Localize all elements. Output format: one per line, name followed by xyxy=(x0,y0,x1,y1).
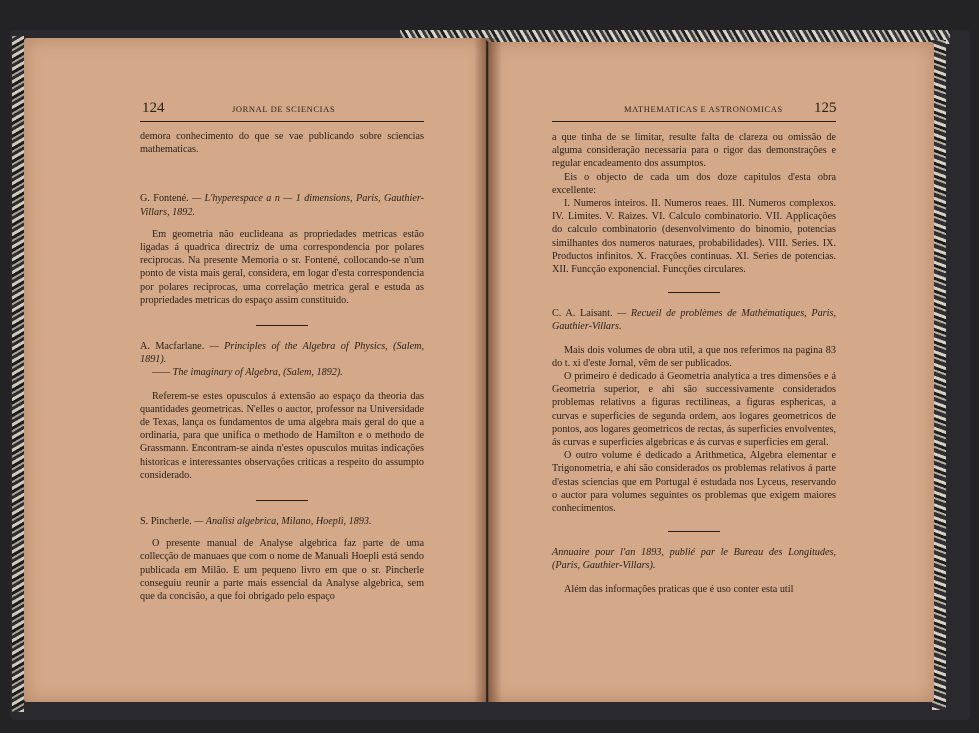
bibliographic-entry xyxy=(140,192,424,218)
section-divider xyxy=(256,500,308,501)
bibliographic-subentry: —— The imaginary of Algebra, (Salem, 1892). xyxy=(152,367,343,379)
paragraph: a que tinha de se limitar, resulte falta de clareza ou omissão de alguma consideração necessaria para o rigor das demonstrações e regular encadeamento dos assumptos. xyxy=(552,132,836,170)
entry-author: A. Macfarlane. xyxy=(140,341,205,353)
paragraph: O presente manual de Analyse algebrica faz parte de uma collecção de manuaes que com o nome de Manuali Hoepli está sendo publicada em Milão. E um pequeno livro em que o sr. Pincherle conseguiu reunir a parte mais essencial da Analyse algebrica, sem que da concisão, a que foi obrigado pelo espaço xyxy=(140,538,424,603)
right-text-column xyxy=(552,131,836,596)
bibliographic-entry xyxy=(140,340,424,366)
entry-title: — Analisi algebrica, Milano, Hoepli, 1893. xyxy=(191,516,372,528)
bibliographic-entry: Annuaire pour l'an 1893, publié par le Bureau des Longitudes, (Paris, Gauthier-Villars). xyxy=(552,547,836,572)
left-page-number: 124 xyxy=(142,100,165,116)
section-divider xyxy=(668,292,720,293)
paragraph: Mais dois volumes de obra util, a que nos referimos na pagina 83 do t. xi d'este Jornal, vêm de ser publicados. xyxy=(552,344,836,369)
left-text-column xyxy=(140,130,424,603)
entry-title: — L'hyperespace a n — 1 dimensions, Paris, Gauthier-Villars, 1892. xyxy=(140,193,424,218)
paragraph: O outro volume é dedicado a Arithmetica, Algebra elementar e Trigonometria, e ahi são considerados os problemas relativos á parte d'estas sciencias que em Portugal é estudada nos Lyceus, reservando o auctor para volumes seguintes os problemas que exigem maiores conhecimentos. xyxy=(552,450,836,515)
left-header-rule xyxy=(140,121,424,122)
section-divider xyxy=(256,325,308,326)
marbled-edge-right xyxy=(932,40,946,710)
paragraph: Referem-se estes opusculos á extensão ao espaço da theoria das quantidades geometricas. N'elles o auctor, professor na Universidade de Texas, lança os fundamentos de uma algebra mais geral do que a ordinaria, para que unifica o methodo de Hamilton e o methodo de Grassmann. Encontram-se ainda n'estes opusculos muitas indicações historicas e interessantes observações criticas a respeito do assumpto considerado. xyxy=(140,390,424,481)
right-header-rule xyxy=(552,121,836,122)
paragraph: Em geometria não euclideana as propriedades metricas estão ligadas á quadrica directriz de uma correspondencia por polares reciprocas. Na presente Memoria o sr. Fontené, collocando-se n'um ponto de vista mais geral, considera, em logar d'esta correspondencia por polares reciprocas, uma correlação metrica geral e estuda as propriedades metricas do espaço assim constituido. xyxy=(140,228,424,306)
entry-title: — Recueil de problèmes de Mathématiques, Paris, Gauthier-Villars. xyxy=(552,308,836,333)
right-page-number: 125 xyxy=(814,100,837,116)
paragraph: demora conhecimento do que se vae publicando sobre sciencias mathematicas. xyxy=(140,131,424,156)
book-gutter xyxy=(474,38,502,702)
entry-author: S. Pincherle. xyxy=(140,516,192,528)
paragraph: Eis o objecto de cada um dos doze capitulos d'esta obra excellente: xyxy=(552,171,836,196)
bibliographic-entry xyxy=(140,515,424,528)
marbled-edge-left xyxy=(12,36,24,712)
entry-title: — Principles of the Algebra of Physics, (Salem, 1891). xyxy=(140,341,424,366)
entry-author: C. A. Laisant. xyxy=(552,308,613,320)
paragraph: I. Numeros inteiros. II. Numeros reaes. III. Numeros complexos. IV. Limites. V. Raizes. VI. Calculo combinatorio. VII. Applicações do calculo combinatorio (desenvolvimento do binomio, potencias similhantes dos numeros naturaes, probabilidades). VIII. Series. IX. Productos infinitos. X. Fracções continuas. XI. Series de potencias. XII. Funcção exponencial. Funcções circulares. xyxy=(552,198,836,276)
paragraph: O primeiro é dedicado á Geometria analytica a tres dimensões e á Geometria superior, e ahi são successivamente considerados problemas relativos a figuras rectilineas, a figuras esphericas, a curvas e superficies de segunda ordem, aos logares geometricos de pontos, aos logares geometricos de rectas, ás superficies envolventes, ás curvas e superficies algebricas e ás curvas e superficies em geral. xyxy=(552,371,836,449)
left-running-head: JORNAL DE SCIENCIAS xyxy=(232,104,336,114)
section-divider xyxy=(668,531,720,532)
bibliographic-entry xyxy=(552,307,836,333)
paragraph: Além das informações praticas que é uso conter esta util xyxy=(564,583,794,595)
right-running-head: MATHEMATICAS E ASTRONOMICAS xyxy=(624,104,783,114)
entry-author: G. Fontené. xyxy=(140,193,189,205)
